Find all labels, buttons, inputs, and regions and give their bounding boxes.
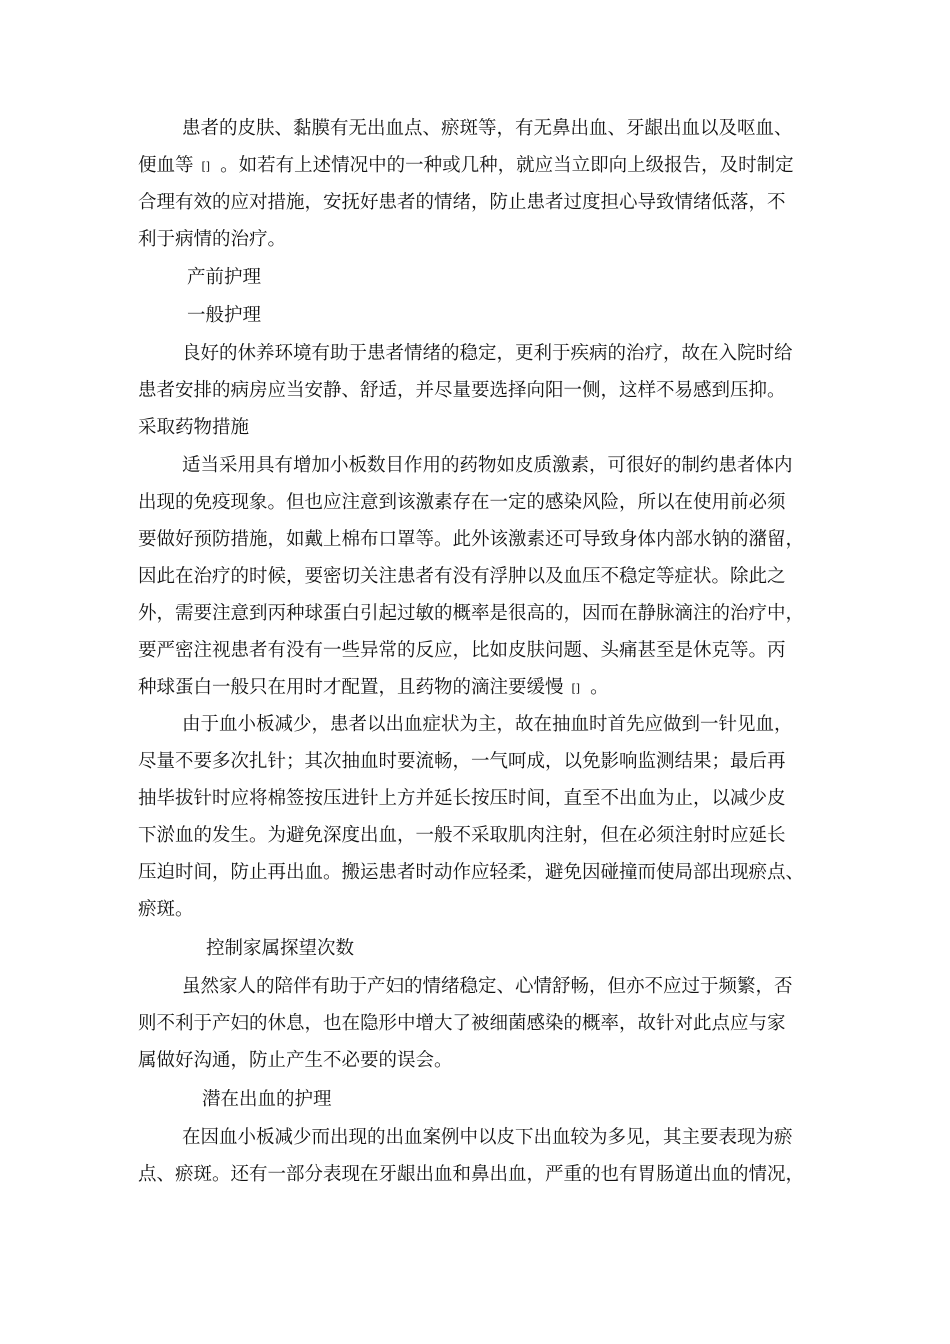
paragraph-line: 因此在治疗的时候，要密切关注患者有没有浮肿以及血压不稳定等症状。除此之 [138,566,786,587]
section-heading: 采取药物措施 [138,417,250,438]
line-text: 种球蛋白一般只在用时才配置，且药物的滴注要缓慢 [138,677,564,698]
paragraph-line: 则不利于产妇的休息，也在隐形中增大了被细菌感染的概率，故针对此点应与家 [138,1013,786,1034]
line-text: 。如若有上述情况中的一种或几种，就应当立即向上级报告，及时制定 [220,155,794,176]
paragraph-line: 点、瘀斑。还有一部分表现在牙龈出血和鼻出血，严重的也有胃肠道出血的情况， [138,1164,805,1185]
paragraph-line: 患者安排的病房应当安静、舒适，并尽量要选择向阳一侧，这样不易感到压抑。 [138,380,786,401]
paragraph-line: 属做好沟通，防止产生不必要的误会。 [138,1050,453,1071]
citation-marker: [] [571,682,581,695]
paragraph-line: 良好的休养环境有助于患者情绪的稳定，更利于疾病的治疗，故在入院时给 [182,343,793,364]
paragraph-line: 要严密注视患者有没有一些异常的反应，比如皮肤问题、头痛甚至是休克等。丙 [138,640,786,661]
paragraph-line: 要做好预防措施，如戴上棉布口罩等。此外该激素还可导致身体内部水钠的潴留， [138,529,805,550]
section-heading: 产前护理 [187,267,262,288]
paragraph-line [138,153,794,179]
paragraph-line: 抽毕拔针时应将棉签按压进针上方并延长按压时间，直至不出血为止，以减少皮 [138,788,786,809]
paragraph-line: 出现的免疫现象。但也应注意到该激素存在一定的感染风险，所以在使用前必须 [138,492,786,513]
section-heading: 潜在出血的护理 [202,1089,332,1110]
citation-marker: [] [201,160,211,173]
paragraph-line: 外，需要注意到丙种球蛋白引起过敏的概率是很高的，因而在静脉滴注的治疗中， [138,603,805,624]
line-text: 。 [590,677,609,698]
paragraph-line: 利于病情的治疗。 [138,229,287,250]
line-text: 便血等 [138,155,194,176]
paragraph-line: 压迫时间，防止再出血。搬运患者时动作应轻柔，避免因碰撞而使局部出现瘀点、 [138,862,805,883]
paragraph-line: 合理有效的应对措施，安抚好患者的情绪，防止患者过度担心导致情绪低落，不 [138,192,786,213]
paragraph-line: 尽量不要多次扎针；其次抽血时要流畅，一气呵成，以免影响监测结果；最后再 [138,751,786,772]
paragraph-line: 患者的皮肤、黏膜有无出血点、瘀斑等，有无鼻出血、牙龈出血以及呕血、 [182,118,793,139]
paragraph-line: 适当采用具有增加小板数目作用的药物如皮质激素，可很好的制约患者体内 [182,455,793,476]
paragraph-line: 虽然家人的陪伴有助于产妇的情绪稳定、心情舒畅，但亦不应过于频繁，否 [182,976,793,997]
section-heading: 一般护理 [187,305,262,326]
paragraph-line: 下淤血的发生。为避免深度出血，一般不采取肌肉注射，但在必须注射时应延长 [138,825,786,846]
paragraph-line: 在因血小板减少而出现的出血案例中以皮下出血较为多见，其主要表现为瘀 [182,1127,793,1148]
paragraph-line: 由于血小板减少，患者以出血症状为主，故在抽血时首先应做到一针见血， [182,714,793,735]
paragraph-line [138,675,609,701]
paragraph-line: 瘀斑。 [138,899,194,920]
section-heading: 控制家属探望次数 [206,938,355,959]
